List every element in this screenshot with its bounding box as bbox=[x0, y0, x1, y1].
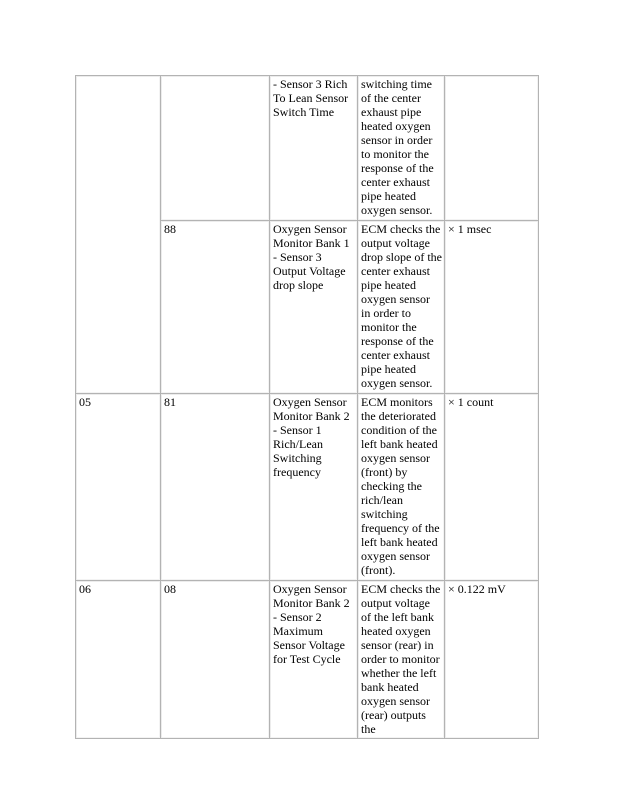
table-row bbox=[76, 394, 539, 581]
table-row bbox=[76, 581, 539, 739]
table-row bbox=[76, 76, 539, 221]
id-cell: 08 bbox=[161, 581, 270, 739]
mode-cell: 05 bbox=[76, 394, 161, 581]
id-cell: 88 bbox=[161, 221, 270, 394]
unit-cell: × 1 msec bbox=[445, 221, 539, 394]
id-cell: 81 bbox=[161, 394, 270, 581]
description-cell: ECM checks the output voltage drop slope of the center exhaust pipe heated oxygen sensor in order to monitor the response of the center exhaust pipe heated oxygen sensor. bbox=[358, 221, 445, 394]
unit-cell bbox=[445, 76, 539, 221]
name-cell: Oxygen Sensor Monitor Bank 2 - Sensor 1 Rich/Lean Switching frequency bbox=[270, 394, 358, 581]
description-cell: switching time of the center exhaust pipe heated oxygen sensor in order to monitor the response of the center exhaust pipe heated oxygen sensor. bbox=[358, 76, 445, 221]
mode-cell: 06 bbox=[76, 581, 161, 739]
name-cell: - Sensor 3 Rich To Lean Sensor Switch Time bbox=[270, 76, 358, 221]
unit-cell: × 0.122 mV bbox=[445, 581, 539, 739]
mode-cell bbox=[76, 76, 161, 394]
id-cell bbox=[161, 76, 270, 221]
name-cell: Oxygen Sensor Monitor Bank 2 - Sensor 2 Maximum Sensor Voltage for Test Cycle bbox=[270, 581, 358, 739]
description-cell: ECM monitors the deteriorated condition of the left bank heated oxygen sensor (front) by checking the rich/lean switching frequency of the left bank heated oxygen sensor (front). bbox=[358, 394, 445, 581]
description-cell: ECM checks the output voltage of the left bank heated oxygen sensor (rear) in order to monitor whether the left bank heated oxygen sensor (rear) outputs the bbox=[358, 581, 445, 739]
name-cell: Oxygen Sensor Monitor Bank 1 - Sensor 3 Output Voltage drop slope bbox=[270, 221, 358, 394]
obd-test-table bbox=[75, 75, 539, 739]
unit-cell: × 1 count bbox=[445, 394, 539, 581]
